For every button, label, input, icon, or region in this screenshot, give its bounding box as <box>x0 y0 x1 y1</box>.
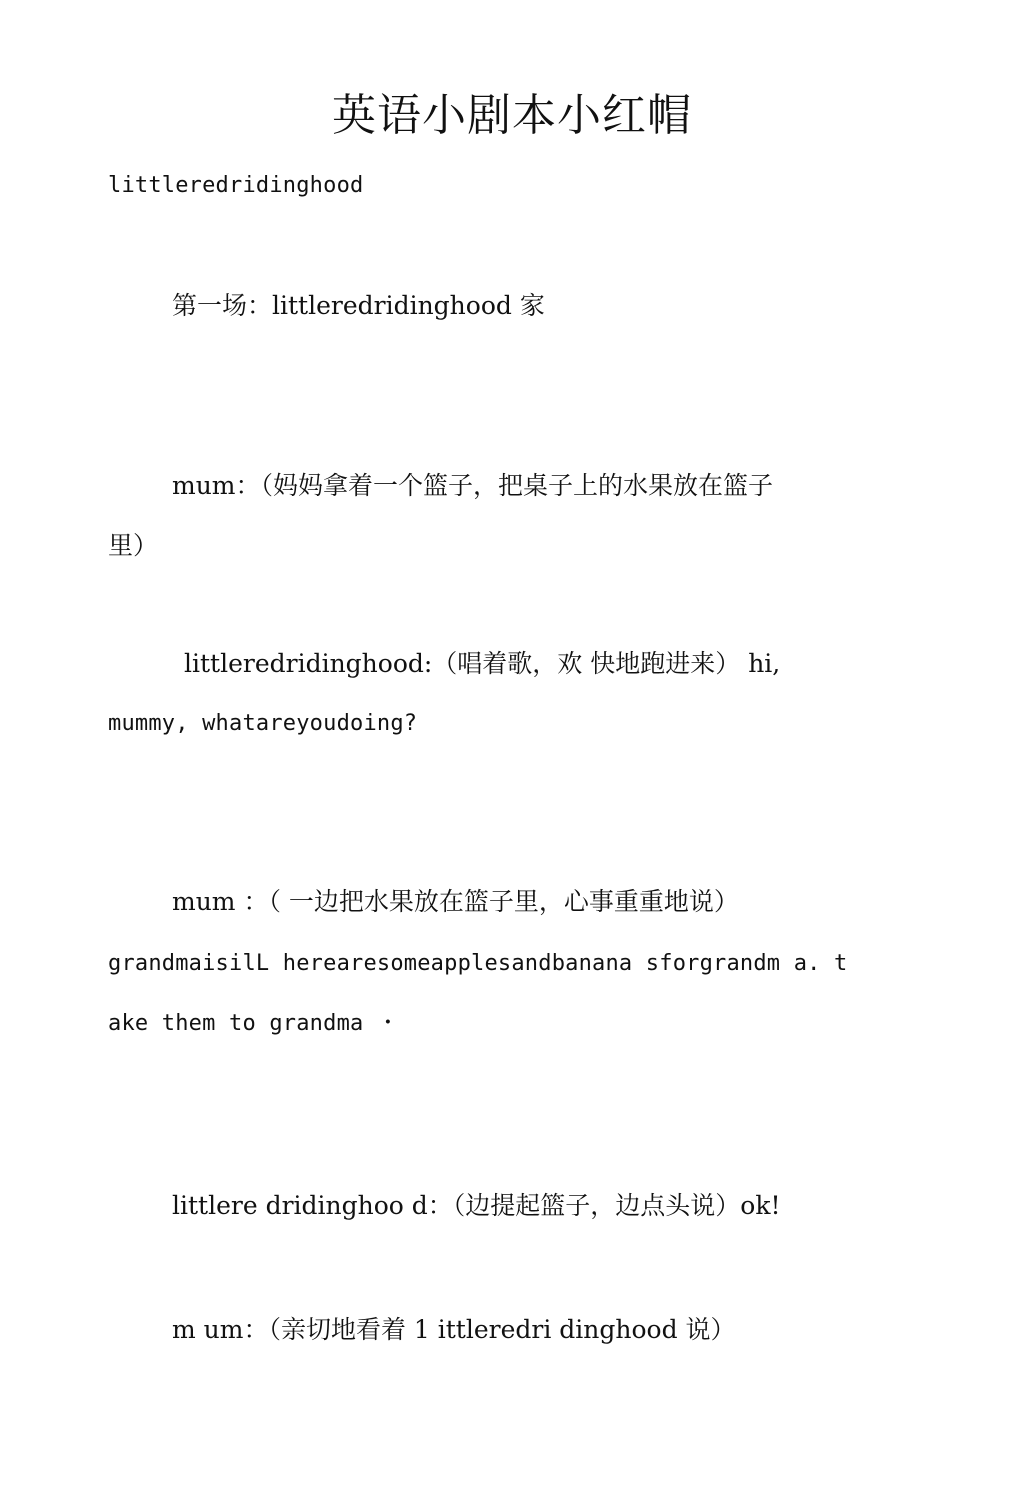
paragraph-2-line-1: littleredridinghood:（唱着歌，欢 快地跑进来） hi, <box>184 649 781 678</box>
subtitle-line: littleredridinghood <box>108 173 364 198</box>
paragraph-4-line-1: littlere dridinghoo d：（边提起篮子，边点头说）ok! <box>172 1191 781 1220</box>
paragraph-3-line-2: grandmaisilL herearesomeapplesandbanana sforgrandm a. t <box>108 951 848 976</box>
paragraph-1-line-2: 里） <box>108 531 159 560</box>
paragraph-1-line-1: mum：（妈妈拿着一个篮子，把桌子上的水果放在篮子 <box>172 471 774 500</box>
document-title: 英语小剧本小红帽 <box>332 90 692 141</box>
scene-heading: 第一场：littleredridinghood 家 <box>172 291 545 320</box>
paragraph-5-line-1: m um：（亲切地看着 1 ittleredri dinghood 说） <box>172 1315 736 1344</box>
paragraph-3-line-3: ake them to grandma ・ <box>108 1011 400 1036</box>
paragraph-3-line-1: mum ：（ 一边把水果放在篮子里，心事重重地说） <box>172 887 739 916</box>
paragraph-2-line-2: mummy, whatareyoudoing? <box>108 711 418 736</box>
